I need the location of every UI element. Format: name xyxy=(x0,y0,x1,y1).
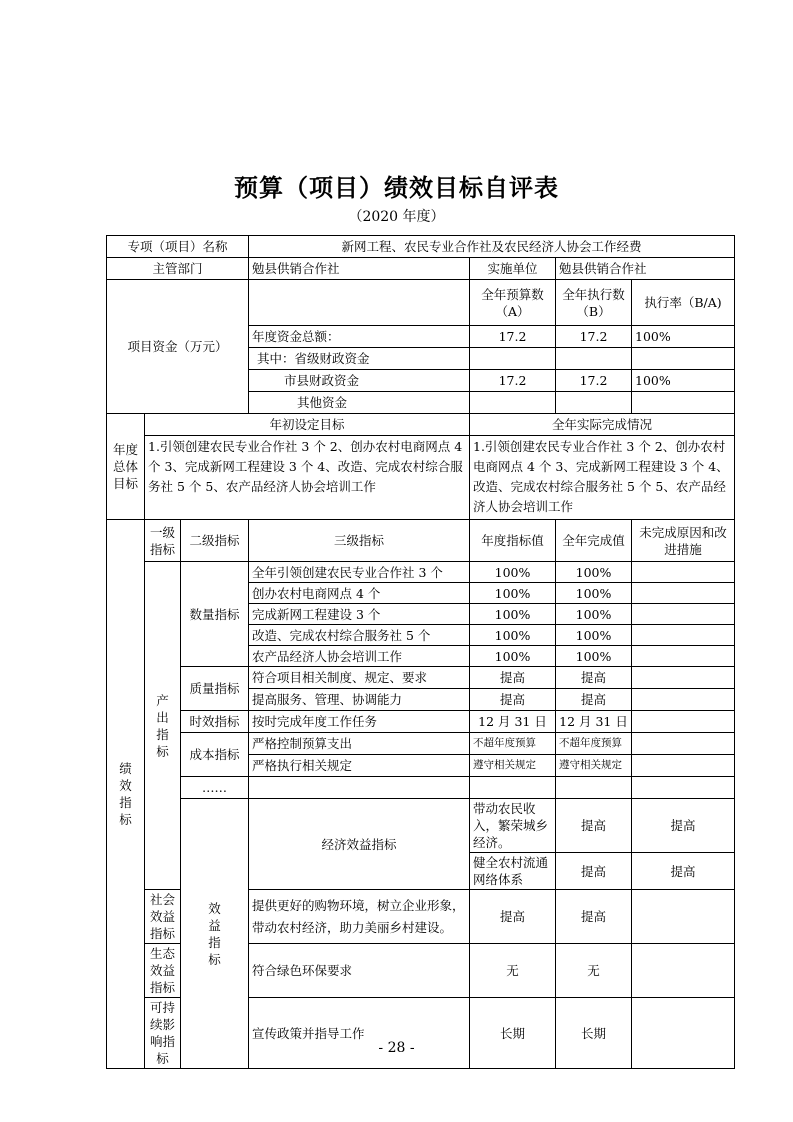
sustainable-label: 可持续影响指标 xyxy=(145,998,181,1069)
indicator-target: 无 xyxy=(470,944,556,998)
benefit-label-text: 效益指标 xyxy=(208,900,221,967)
output-label xyxy=(145,562,181,890)
indicator-name: 改造、完成农村综合服务社 5 个 xyxy=(249,625,470,646)
indicator-target: 长期 xyxy=(470,998,556,1069)
header-level1: 一级指标 xyxy=(145,520,181,562)
funds-row-name: 其他资金 xyxy=(249,392,470,414)
indicator-actual: 遵守相关规定 xyxy=(556,755,632,777)
benefit-label xyxy=(181,799,249,1069)
evaluation-table xyxy=(106,235,735,1069)
header-reason: 未完成原因和改进措施 xyxy=(632,520,735,562)
indicator-target: 100% xyxy=(470,562,556,583)
funds-row-exec: 17.2 xyxy=(556,370,632,392)
header-target: 年度指标值 xyxy=(470,520,556,562)
empty-cell xyxy=(249,777,470,799)
goals-actual: 1.引领创建农民专业合作社 3 个 2、创办农村电商网点 4 个 3、完成新网工程建设 3 个 4、改造、完成农村综合服务社 5 个 5、农产品经济人协会培训工作 xyxy=(470,436,735,520)
funds-row-rate: 100% xyxy=(632,326,735,348)
funds-row-exec xyxy=(556,392,632,414)
project-name: 新网工程、农民专业合作社及农民经济人协会工作经费 xyxy=(249,236,735,258)
funds-row-budget xyxy=(470,348,556,370)
indicator-name: 提供更好的购物环境，树立企业形象，带动农村经济，助力美丽乡村建设。 xyxy=(249,890,470,944)
quality-label: 质量指标 xyxy=(181,667,249,711)
indicator-target: 提高 xyxy=(556,853,632,890)
indicator-actual: 100% xyxy=(556,646,632,667)
indicator-actual: 不超年度预算 xyxy=(556,733,632,755)
col-rate: 执行率（B/A) xyxy=(632,280,735,326)
indicator-actual: 长期 xyxy=(556,998,632,1069)
indicator-name: 全年引领创建农民专业合作社 3 个 xyxy=(249,562,470,583)
indicator-target: 提高 xyxy=(470,890,556,944)
funds-row-exec: 17.2 xyxy=(556,326,632,348)
funds-row-name: 市县财政资金 xyxy=(249,370,470,392)
goals-label: 年度总体目标 xyxy=(107,414,145,520)
empty-cell xyxy=(632,777,735,799)
indicator-name: 农产品经济人协会培训工作 xyxy=(249,646,470,667)
col-budget: 全年预算数（A） xyxy=(470,280,556,326)
indicator-name: 完成新网工程建设 3 个 xyxy=(249,604,470,625)
indicator-name: 符合绿色环保要求 xyxy=(249,944,470,998)
col-exec: 全年执行数（B） xyxy=(556,280,632,326)
page-number: - 28 - xyxy=(378,1040,415,1056)
ecological-label: 生态效益指标 xyxy=(145,944,181,998)
indicator-target: 不超年度预算 xyxy=(470,733,556,755)
indicator-target: 提高 xyxy=(470,689,556,711)
header-level3: 三级指标 xyxy=(249,520,470,562)
funds-row-exec xyxy=(556,348,632,370)
timeliness-label: 时效指标 xyxy=(181,711,249,733)
indicator-target: 提高 xyxy=(556,799,632,853)
indicator-target: 100% xyxy=(470,646,556,667)
project-name-label: 专项（项目）名称 xyxy=(107,236,249,258)
indicator-name: 按时完成年度工作任务 xyxy=(249,711,470,733)
funds-row-budget: 17.2 xyxy=(470,370,556,392)
page-title: 预算（项目）绩效目标自评表 xyxy=(234,174,559,202)
header-actual: 全年完成值 xyxy=(556,520,632,562)
impl-value: 勉县供销合作社 xyxy=(556,258,735,280)
indicator-reason xyxy=(632,998,735,1069)
indicator-actual: 100% xyxy=(556,583,632,604)
indicator-name: 健全农村流通网络体系 xyxy=(470,853,556,890)
indicator-reason xyxy=(632,890,735,944)
indicator-target: 提高 xyxy=(470,667,556,689)
indicator-actual: 无 xyxy=(556,944,632,998)
indicator-reason xyxy=(632,583,735,604)
indicator-actual: 提高 xyxy=(556,890,632,944)
indicator-actual: 提高 xyxy=(632,853,735,890)
indicator-actual: 提高 xyxy=(556,689,632,711)
indicator-reason xyxy=(632,646,735,667)
indicator-name: 符合项目相关制度、规定、要求 xyxy=(249,667,470,689)
funds-row-budget xyxy=(470,392,556,414)
funds-row-rate xyxy=(632,348,735,370)
indicator-name: 宣传政策并指导工作 xyxy=(249,998,470,1069)
indicator-name: 严格控制预算支出 xyxy=(249,733,470,755)
indicator-target: 100% xyxy=(470,604,556,625)
indicator-name: 提高服务、管理、协调能力 xyxy=(249,689,470,711)
funds-row-rate xyxy=(632,392,735,414)
indicator-name: 带动农民收入，繁荣城乡经济。 xyxy=(470,799,556,853)
goals-initial: 1.引领创建农民专业合作社 3 个 2、创办农村电商网点 4 个 3、完成新网工程建设 3 个 4、改造、完成农村综合服务社 5 个 5、农产品经济人协会培训工作 xyxy=(145,436,470,520)
economic-label: 经济效益指标 xyxy=(249,799,470,890)
indicator-target: 100% xyxy=(470,625,556,646)
indicator-target: 12 月 31 日 xyxy=(470,711,556,733)
indicator-reason xyxy=(632,711,735,733)
indicator-actual: 100% xyxy=(556,625,632,646)
indicator-reason xyxy=(632,689,735,711)
impl-label: 实施单位 xyxy=(470,258,556,280)
funds-label: 项目资金（万元） xyxy=(107,280,249,414)
indicator-reason xyxy=(632,562,735,583)
indicator-reason xyxy=(632,944,735,998)
indicator-reason xyxy=(632,755,735,777)
funds-row-name: 其中：省级财政资金 xyxy=(249,348,470,370)
indicator-name: 严格执行相关规定 xyxy=(249,755,470,777)
header-level2: 二级指标 xyxy=(181,520,249,562)
funds-row-name: 年度资金总额： xyxy=(249,326,470,348)
funds-blank xyxy=(249,280,470,326)
empty-cell xyxy=(556,777,632,799)
indicator-target: 遵守相关规定 xyxy=(470,755,556,777)
indicator-reason xyxy=(632,667,735,689)
dept-value: 勉县供销合作社 xyxy=(249,258,470,280)
quantity-label: 数量指标 xyxy=(181,562,249,667)
indicator-reason xyxy=(632,733,735,755)
indicator-reason xyxy=(632,604,735,625)
indicator-actual: 100% xyxy=(556,604,632,625)
dept-label: 主管部门 xyxy=(107,258,249,280)
funds-row-rate: 100% xyxy=(632,370,735,392)
indicator-actual: 12 月 31 日 xyxy=(556,711,632,733)
indicator-reason xyxy=(632,625,735,646)
funds-row-budget: 17.2 xyxy=(470,326,556,348)
report-year: （2020 年度） xyxy=(348,209,445,225)
indicator-actual: 100% xyxy=(556,562,632,583)
empty-cell xyxy=(470,777,556,799)
indicator-name: 创办农村电商网点 4 个 xyxy=(249,583,470,604)
cost-label: 成本指标 xyxy=(181,733,249,777)
indicators-label-text: 绩效指标 xyxy=(119,761,132,827)
indicator-actual: 提高 xyxy=(556,667,632,689)
indicator-target: 100% xyxy=(470,583,556,604)
indicator-actual: 提高 xyxy=(632,799,735,853)
goals-initial-header: 年初设定目标 xyxy=(145,414,470,436)
indicators-label xyxy=(107,520,145,1069)
social-label: 社会效益指标 xyxy=(145,890,181,944)
output-label-text: 产出指标 xyxy=(156,692,169,759)
ellipsis: …… xyxy=(181,777,249,799)
goals-actual-header: 全年实际完成情况 xyxy=(470,414,735,436)
